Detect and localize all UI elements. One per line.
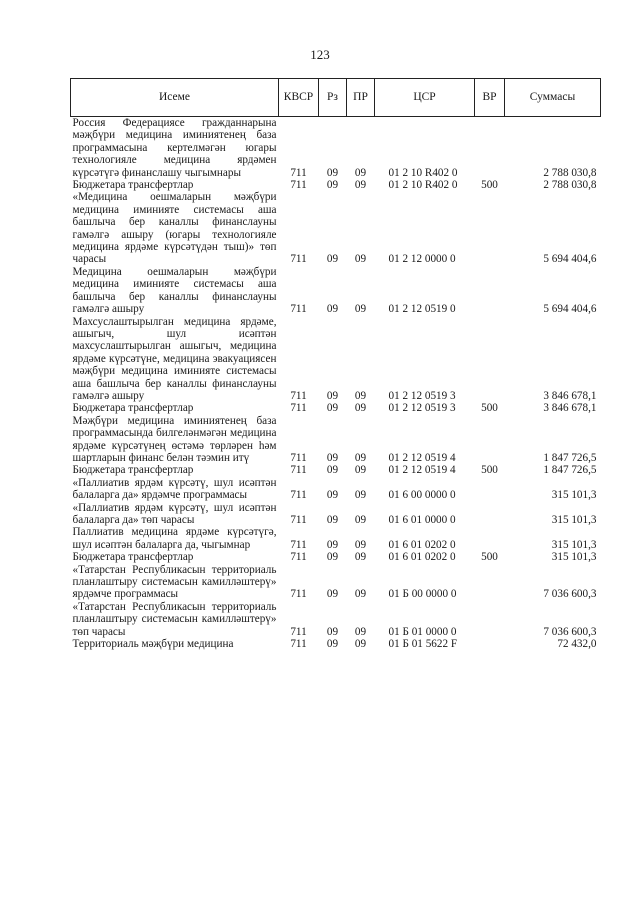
cell-kvsr: 711 [290,538,307,551]
budget-table [70,78,601,650]
cell-name: Мәҗбүри медицина иминиятенең база программасында билгеләнмәгән медицина ярдәме күрсәтүнең өстәмә төрләрен һәм шартларын финанс белән тәэмин итү [72,414,277,464]
cell-rz: 09 [326,489,339,502]
table-row [71,191,601,265]
cell-name: Бюджетара трансфертлар [72,464,194,477]
cell-vr: 500 [481,464,498,477]
cell-csr: 01 2 12 0519 3 [388,402,456,415]
cell-name: Бюджетара трансфертлар [72,179,194,192]
cell-kvsr: 711 [290,638,307,651]
cell-kvsr: 711 [290,303,307,316]
cell-pr: 09 [354,638,367,651]
cell-name: Махсуслаштырылган медицина ярдәме, ашыгыч, шул исәптән махсуслаштырылган ашыгыч, медицина ярдәме күрсәтүне, медицина эвакуациясен мәҗбүри медицина иминияте системасы аша башлыча бер каналлы финанслауны гамәлгә ашыру [72,315,277,402]
table-row [71,551,601,563]
cell-sum: 2 788 030,8 [543,166,597,179]
cell-vr [475,117,505,180]
cell-pr: 09 [354,166,367,179]
cell-rz: 09 [326,451,339,464]
table-row [71,638,601,650]
cell-sum: 1 847 726,5 [543,451,597,464]
cell-rz: 09 [326,588,339,601]
header-sum: Суммасы [505,79,601,117]
cell-csr: 01 2 12 0000 0 [388,253,456,266]
table-row [71,179,601,191]
cell-kvsr: 711 [290,389,307,402]
table-row [71,477,601,502]
table-body [71,117,601,651]
cell-csr: 01 2 12 0519 4 [388,464,456,477]
cell-vr: 500 [481,402,498,415]
cell-pr: 09 [354,551,367,564]
cell-pr: 09 [354,538,367,551]
table-row [71,402,601,414]
cell-csr: 01 2 12 0519 3 [388,389,456,402]
cell-name: «Медицина оешмаларын мәҗбүри медицина иминияте системасы аша башлыча бер каналлы финанслауны гамәлгә ашыру (югары технологияле медицина ярдәме күрсәтүдән тыш)» төп чарасы [72,191,277,266]
cell-csr: 01 2 12 0519 0 [388,303,456,316]
cell-sum: 72 432,0 [557,638,597,651]
cell-pr: 09 [354,179,367,192]
cell-sum: 315 101,3 [551,514,597,526]
cell-pr: 09 [354,625,367,638]
cell-name: Бюджетара трансфертлар [72,551,194,564]
table-row [71,502,601,527]
cell-csr: 01 2 12 0519 4 [388,451,456,464]
header-name: Исеме [71,79,279,117]
cell-rz: 09 [326,402,339,415]
budget-table-container [70,78,600,650]
table-header [71,79,601,117]
table-row [71,316,601,403]
cell-kvsr: 711 [290,514,307,526]
cell-name: Бюджетара трансфертлар [72,402,194,415]
cell-vr [475,477,505,502]
cell-rz: 09 [326,253,339,266]
cell-sum: 315 101,3 [551,551,597,564]
header-vr: ВР [475,79,505,117]
table-row [71,526,601,551]
cell-pr: 09 [354,253,367,266]
cell-pr: 09 [354,489,367,502]
cell-csr: 01 Б 01 5622 F [388,638,458,651]
cell-name: Территориаль мәҗбүри медицина [72,638,234,651]
cell-pr: 09 [354,402,367,415]
cell-sum: 7 036 600,3 [543,588,597,601]
cell-vr [475,526,505,551]
cell-rz: 09 [326,638,339,651]
cell-csr: 01 2 10 R402 0 [388,166,458,179]
cell-sum: 5 694 404,6 [543,253,597,266]
cell-vr [475,415,505,465]
cell-kvsr: 711 [290,489,307,502]
cell-csr: 01 6 00 0000 0 [388,489,456,502]
table-row [71,601,601,638]
cell-pr: 09 [354,303,367,316]
header-pr: ПР [347,79,375,117]
cell-pr: 09 [354,514,367,526]
cell-kvsr: 711 [290,253,307,266]
cell-kvsr: 711 [290,551,307,564]
cell-sum: 3 846 678,1 [543,402,597,415]
cell-vr [475,316,505,403]
cell-vr [475,564,505,601]
cell-kvsr: 711 [290,464,307,477]
cell-csr: 01 6 01 0000 0 [388,514,456,526]
cell-rz: 09 [326,303,339,316]
cell-vr [475,601,505,638]
cell-sum: 7 036 600,3 [543,625,597,638]
cell-name: «Паллиатив ярдәм күрсәтү, шул исәптән балаларга да» ярдәмче программасы [72,476,277,502]
cell-name: Россия Федерациясе гражданнарына мәҗбүри медицина иминиятенең база программасына кертелмәгән югары технологияле медицина ярдәмен күрсәтүгә финанслашу чыгымнары [72,117,277,179]
table-row [71,415,601,465]
page-number: 123 [310,47,330,62]
cell-kvsr: 711 [290,402,307,415]
cell-rz: 09 [326,464,339,477]
cell-rz: 09 [326,514,339,526]
cell-kvsr: 711 [290,166,307,179]
cell-sum: 3 846 678,1 [543,389,597,402]
cell-rz: 09 [326,538,339,551]
cell-sum: 1 847 726,5 [543,464,597,477]
cell-rz: 09 [326,551,339,564]
cell-vr [475,638,505,650]
cell-csr: 01 6 01 0202 0 [388,538,456,551]
cell-kvsr: 711 [290,451,307,464]
table-row [71,464,601,476]
cell-csr: 01 2 10 R402 0 [388,179,458,192]
cell-rz: 09 [326,166,339,179]
cell-sum: 315 101,3 [551,538,597,551]
cell-vr [475,502,505,527]
cell-csr: 01 Б 01 0000 0 [388,625,457,638]
cell-pr: 09 [354,451,367,464]
cell-vr [475,191,505,265]
cell-csr: 01 6 01 0202 0 [388,551,456,564]
cell-vr: 500 [481,551,498,564]
cell-pr: 09 [354,464,367,477]
table-row [71,564,601,601]
table-row [71,117,601,180]
cell-rz: 09 [326,179,339,192]
cell-name: Медицина оешмаларын мәҗбүри медицина иминияте системасы аша башлыча бер каналлы финанслауны гамәлгә ашыру [72,265,277,316]
cell-csr: 01 Б 00 0000 0 [388,588,457,601]
header-kvsr: КВСР [279,79,319,117]
cell-rz: 09 [326,389,339,402]
cell-name: «Татарстан Республикасын территориаль планлаштыру системасын камилләштерү» төп чарасы [72,600,277,638]
cell-sum: 2 788 030,8 [543,179,597,192]
cell-rz: 09 [326,625,339,638]
cell-sum: 5 694 404,6 [543,303,597,316]
cell-pr: 09 [354,389,367,402]
cell-kvsr: 711 [290,588,307,601]
cell-vr: 500 [481,179,498,192]
cell-name: Паллиатив медицина ярдәме күрсәтүгә, шул исәптән балаларга да, чыгымнар [72,526,277,551]
cell-name: «Татарстан Республикасын территориаль планлаштыру системасын камилләштерү» ярдәмче программасы [72,563,277,601]
cell-kvsr: 711 [290,179,307,192]
cell-name: «Паллиатив ярдәм күрсәтү, шул исәптән балаларга да» төп чарасы [72,501,277,526]
cell-pr: 09 [354,588,367,601]
header-csr: ЦСР [375,79,475,117]
table-row [71,266,601,316]
cell-kvsr: 711 [290,625,307,638]
header-rz: Рз [319,79,347,117]
cell-sum: 315 101,3 [551,489,597,502]
cell-vr [475,266,505,316]
